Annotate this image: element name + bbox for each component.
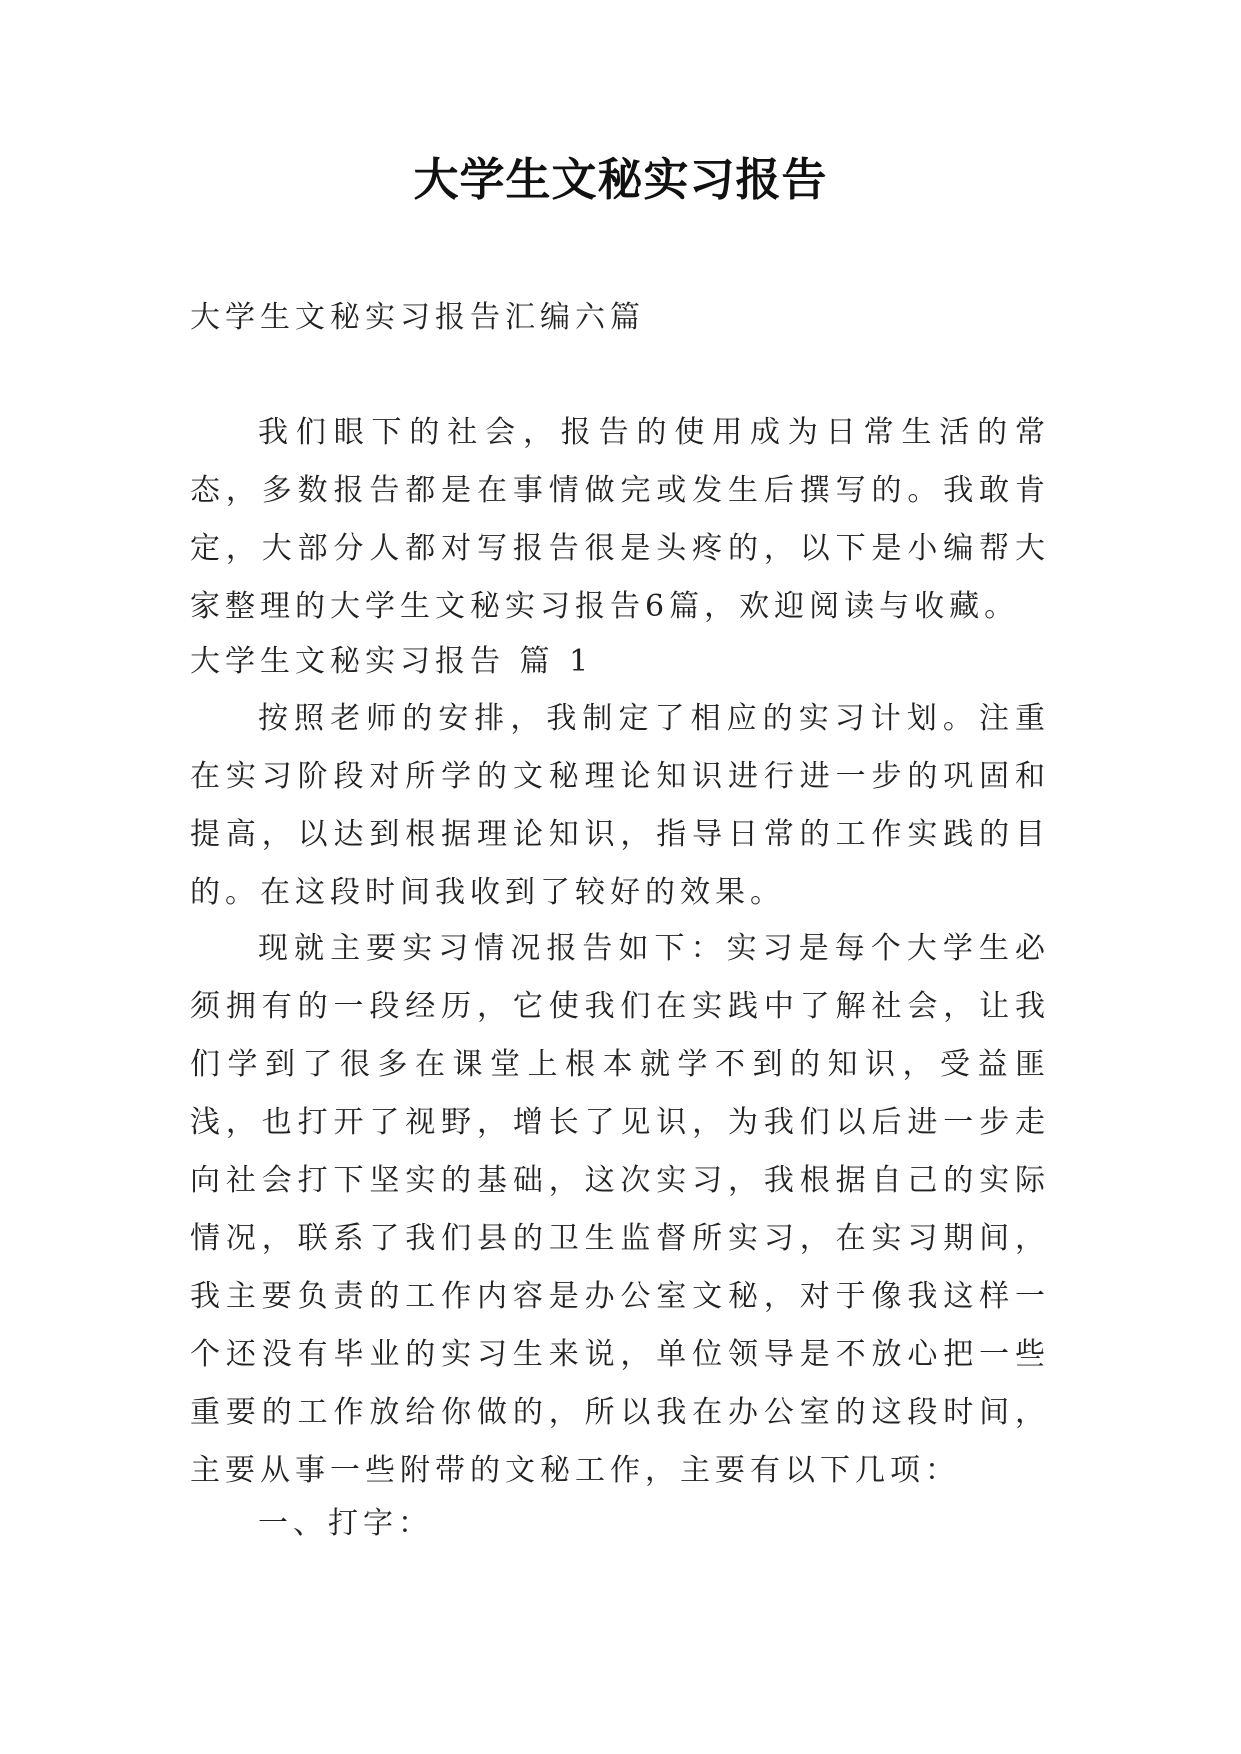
section-heading: 大学生文秘实习报告 篇 1 bbox=[190, 644, 594, 679]
document-title: 大学生文秘实习报告 bbox=[413, 153, 828, 206]
list-item-heading: 一、打字： bbox=[258, 1506, 433, 1541]
document-subtitle: 大学生文秘实习报告汇编六篇 bbox=[190, 300, 645, 335]
body-paragraph-2: 现就主要实习情况报告如下：实习是每个大学生必须拥有的一段经历，它使我们在实践中了解社会，让我们学到了很多在课堂上根本就学不到的知识，受益匪浅，也打开了视野，增长了见识，为我们以后进一步走向社会打下坚实的基础，这次实习，我根据自己的实际情况，联系了我们县的卫生监督所实习，在实习期间，我主要负责的工作内容是办公室文秘，对于像我这样一个还没有毕业的实习生来说，单位领导是不放心把一些重要的工作放给你做的，所以我在办公室的这段时间，主要从事一些附带的文秘工作，主要有以下几项： bbox=[190, 931, 1050, 1488]
body-paragraph-1: 按照老师的安排，我制定了相应的实习计划。注重在实习阶段对所学的文秘理论知识进行进一步的巩固和提高，以达到根据理论知识，指导日常的工作实践的目的。在这段时间我收到了较好的效果。 bbox=[190, 701, 1050, 910]
intro-paragraph: 我们眼下的社会，报告的使用成为日常生活的常态，多数报告都是在事情做完或发生后撰写的。我敢肯定，大部分人都对写报告很是头疼的，以下是小编帮大家整理的大学生文秘实习报告6篇，欢迎阅读与收藏。 bbox=[190, 415, 1050, 624]
